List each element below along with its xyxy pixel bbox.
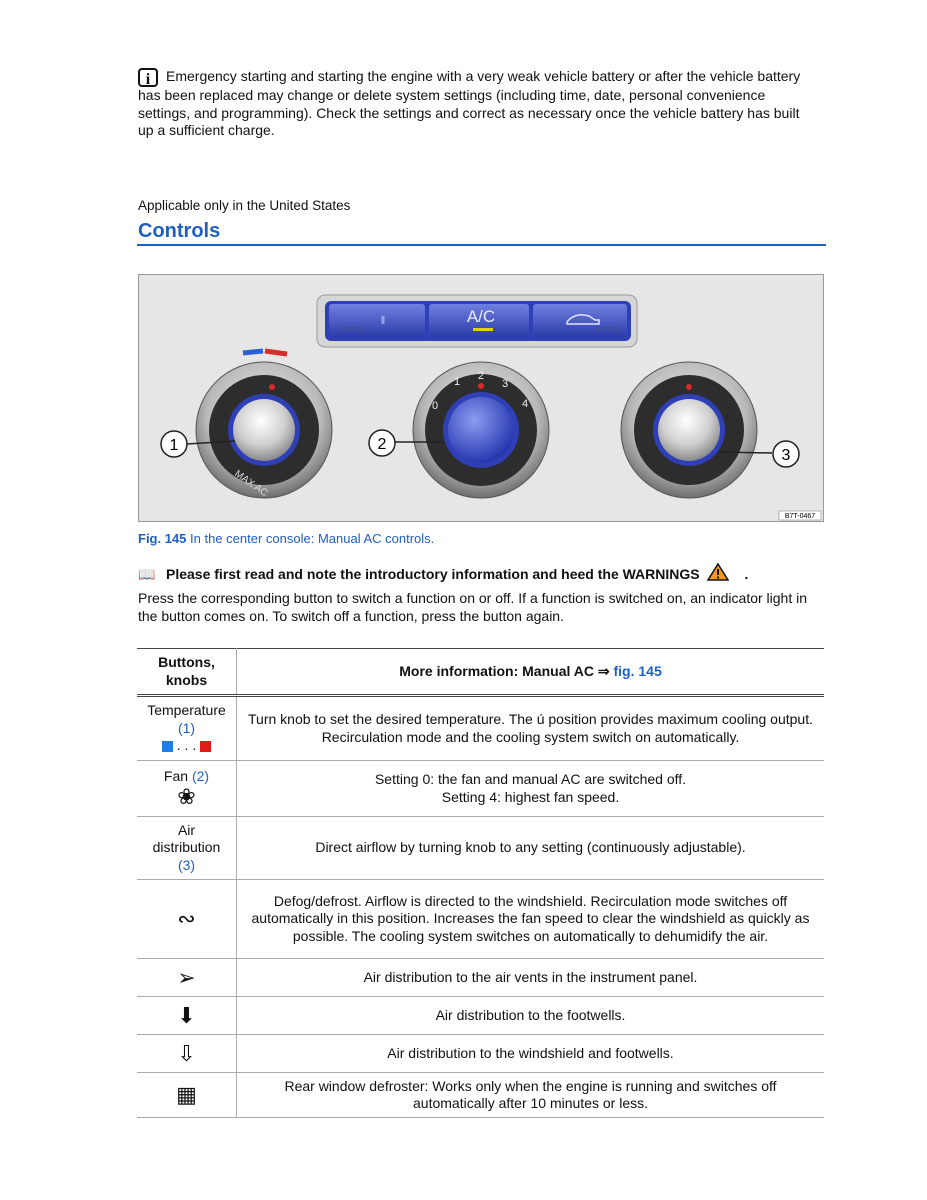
figure-caption-text: In the center console: Manual AC controls. [190,531,435,546]
hot-square-icon [200,741,211,752]
intro-end: . [744,566,749,582]
svg-text:⧛: ⧛ [380,313,386,327]
fan-icon: ❀ [177,784,196,810]
header-buttons-knobs: Buttons, knobs [137,649,237,696]
fan-cell [137,761,237,817]
book-icon: 📖 [138,566,156,582]
table-row [137,1073,824,1118]
table-header-row [137,649,824,696]
table-row [137,761,824,817]
defrost-description: Defog/defrost. Airflow is directed to the windshield. Recirculation mode switches off automatically in this position. Increases the fan speed to clear the windshield as quickly as possible. The cooling system switches on automatically to dehumidify the air. [237,880,825,959]
battery-note-text: Emergency starting and starting the engine with a very weak vehicle battery or after the vehicle battery has been replaced may change or delete system settings (including time, date, personal convenience settings, and programming). Check the settings and correct as necessary once the vehicle battery has built up a sufficient charge. [138,68,801,138]
info-icon: i [138,68,158,87]
fan-ref: (2) [191,767,210,784]
rear-defroster-description: Rear window defroster: Works only when the engine is running and switches off automatically after 10 minutes or less. [237,1073,825,1118]
table-row [137,696,824,761]
table-row [137,997,824,1035]
callout-2: 2 [377,436,387,453]
header-more-info-text: More information: Manual AC ⇒ [399,662,610,679]
battery-note [138,68,818,140]
fan-knob[interactable] [448,397,514,463]
footwell-icon: ⬇ [177,1002,196,1028]
fan-scale-0: 0 [431,400,439,412]
temperature-knob[interactable] [233,399,295,461]
fig-145-link[interactable]: fig. 145 [613,662,662,679]
air-distribution-description: Direct airflow by turning knob to any setting (continuously adjustable). [237,817,825,880]
panel-vents-icon: ➢ [177,964,196,990]
windshield-footwell-description: Air distribution to the windshield and footwells. [237,1035,825,1073]
table-row [137,959,824,997]
max-ac-label: MAX AC [232,468,270,500]
recirculation-button[interactable] [533,304,627,338]
ac-controls-figure [138,274,824,522]
controls-table [137,648,824,1118]
callout-3: 3 [781,447,791,464]
fan-scale-1: 1 [453,376,461,388]
intro-line [138,563,748,583]
fan-scale-3: 3 [501,378,509,390]
air-distribution-ref: (3) [177,856,196,873]
cold-square-icon [162,741,173,752]
instruction-paragraph: Press the corresponding button to switch a function on or off. If a function is switched on, an indicator light in the button comes on. To switch off a function, press the button again. [138,590,808,624]
temperature-description: Turn knob to set the desired temperature. The ú position provides maximum cooling output. Recirculation mode and the cooling system switch on automatically. [237,696,825,761]
applicability-note: Applicable only in the United States [138,198,351,213]
air-distribution-label: Air distribution [152,821,221,856]
air-distribution-cell [137,817,237,880]
header-more-info [237,649,825,696]
rear-window-defroster-icon: ▦ [176,1082,197,1107]
fan-scale-4: 4 [521,398,529,410]
footwell-description: Air distribution to the footwells. [237,997,825,1035]
temperature-dots: . . . [176,737,197,754]
windshield-defrost-icon: ∾ [177,906,196,931]
ac-button-label: A/C [466,307,496,326]
temperature-cell [137,696,237,761]
table-row [137,880,824,959]
temperature-label: Temperature [147,702,226,719]
section-title: Controls [138,220,221,242]
warning-icon[interactable] [707,563,729,581]
figure-number: Fig. 145 [138,531,187,546]
figure-caption [138,531,434,546]
figure-code: B7T-0467 [784,513,816,520]
air-distribution-knob[interactable] [658,399,720,461]
table-row [137,817,824,880]
temperature-ref: (1) [177,719,196,736]
callout-1: 1 [169,437,179,454]
panel-vents-description: Air distribution to the air vents in the instrument panel. [237,959,825,997]
fan-description: Setting 0: the fan and manual AC are switched off. Setting 4: highest fan speed. [237,761,825,817]
fan-scale-2: 2 [477,370,485,382]
title-rule [137,244,826,246]
intro-text: Please first read and note the introductory information and heed the WARNINGS [166,566,700,582]
ac-panel-illustration [139,275,823,521]
windshield-footwell-icon: ⇩ [177,1040,196,1066]
fan-label: Fan [163,767,189,784]
table-row [137,1035,824,1073]
rear-defrost-button[interactable] [329,304,425,338]
